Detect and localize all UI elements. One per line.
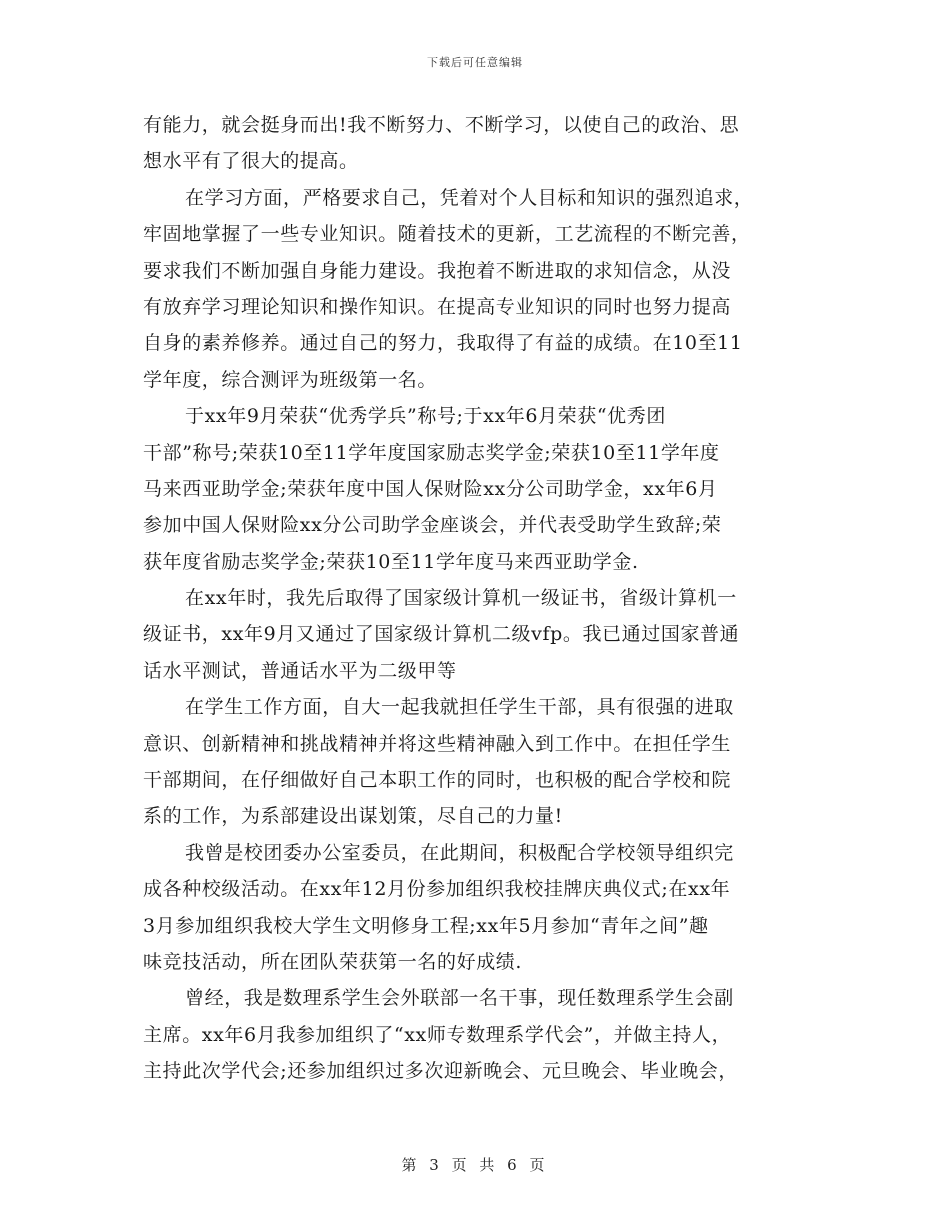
paragraph-first-line: 于xx年9月荣获“优秀学兵”称号;于xx年6月荣获“优秀团 xyxy=(185,405,666,428)
text-line: 获年度省励志奖学金;荣获10至11学年度马来西亚助学金. xyxy=(143,550,639,573)
header-note: 下载后可任意编辑 xyxy=(427,56,523,69)
text-line: 要求我们不断加强自身能力建设。我抱着不断进取的求知信念，从没 xyxy=(143,259,732,282)
text-line: 意识、创新精神和挑战精神并将这些精神融入到工作中。在担任学生 xyxy=(143,732,732,755)
text-line: 系的工作，为系部建设出谋划策，尽自己的力量! xyxy=(143,805,563,828)
text-line: 味竞技活动，所在团队荣获第一名的好成绩. xyxy=(143,950,523,973)
text-line: 话水平测试，普通话水平为二级甲等 xyxy=(143,659,457,682)
paragraph-first-line: 在xx年时，我先后取得了国家级计算机一级证书，省级计算机一 xyxy=(185,587,737,610)
paragraph-first-line: 曾经，我是数理系学生会外联部一名干事，现任数理系学生会副 xyxy=(185,987,734,1010)
text-line: 成各种校级活动。在xx年12月份参加组织我校挂牌庆典仪式;在xx年 xyxy=(143,878,731,901)
text-line: 牢固地掌握了一些专业知识。随着技术的更新，工艺流程的不断完善， xyxy=(143,223,751,246)
text-line: 干部期间，在仔细做好自己本职工作的同时，也积极的配合学校和院 xyxy=(143,769,732,792)
document-body xyxy=(143,107,813,1090)
text-line: 级证书，xx年9月又通过了国家级计算机二级vfp。我已通过国家普通 xyxy=(143,623,740,646)
text-line: 自身的素养修养。通过自己的努力，我取得了有益的成绩。在10至11 xyxy=(143,332,743,355)
paragraph-first-line: 在学习方面，严格要求自己，凭着对个人目标和知识的强烈追求， xyxy=(185,186,754,209)
text-line: 学年度，综合测评为班级第一名。 xyxy=(143,368,438,391)
text-line: 想水平有了很大的提高。 xyxy=(143,150,359,173)
text-line: 干部”称号;荣获10至11学年度国家励志奖学金;荣获10至11学年度 xyxy=(143,441,720,464)
text-line: 有能力，就会挺身而出!我不断努力、不断学习，以使自己的政治、思 xyxy=(143,114,740,136)
page-number: 第 3 页 共 6 页 xyxy=(401,1156,549,1174)
text-line: 主持此次学代会;还参加组织过多次迎新晚会、元旦晚会、毕业晚会， xyxy=(143,1060,739,1083)
paragraph-first-line: 在学生工作方面，自大一起我就担任学生干部，具有很强的进取 xyxy=(185,696,734,719)
text-line: 马来西亚助学金;荣获年度中国人保财险xx分公司助学金，xx年6月 xyxy=(143,477,718,500)
text-line: 主席。xx年6月我参加组织了“xx师专数理系学代会”，并做主持人， xyxy=(143,1023,732,1046)
paragraph-first-line: 我曾是校团委办公室委员，在此期间，积极配合学校领导组织完 xyxy=(185,841,734,864)
text-line: 3月参加组织我校大学生文明修身工程;xx年5月参加“青年之间”趣 xyxy=(143,914,709,937)
text-line: 有放弃学习理论知识和操作知识。在提高专业知识的同时也努力提高 xyxy=(143,295,732,318)
text-line: 参加中国人保财险xx分公司助学金座谈会，并代表受助学生致辞;荣 xyxy=(143,514,722,537)
